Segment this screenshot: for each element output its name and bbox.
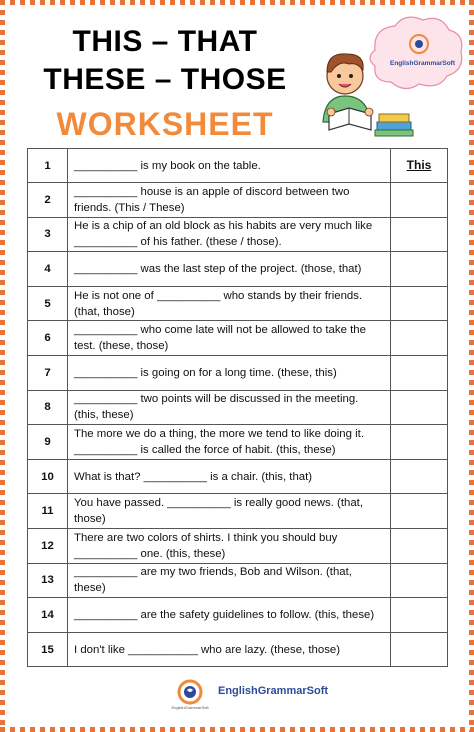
question-text: __________ who come late will not be allowed to take the test. (these, those) [68, 321, 391, 356]
table-row [28, 425, 448, 460]
answer-cell[interactable] [391, 355, 448, 390]
question-number: 1 [28, 149, 68, 183]
table-row [28, 217, 448, 252]
question-number: 12 [28, 528, 68, 563]
footer-logo-caption: EnglishGrammarSoft [171, 705, 209, 710]
table-row [28, 355, 448, 390]
table-row [28, 459, 448, 494]
table-row [28, 286, 448, 321]
question-number: 9 [28, 425, 68, 460]
question-text: You have passed. __________ is really good news. (that, those) [68, 494, 391, 529]
answer-cell[interactable] [391, 286, 448, 321]
table-row [28, 321, 448, 356]
table-row [28, 390, 448, 425]
cloud-brand-text: EnglishGrammarSoft [390, 60, 456, 67]
table-row [28, 149, 448, 183]
question-number: 2 [28, 183, 68, 218]
question-text: He is not one of __________ who stands by their friends. (that, those) [68, 286, 391, 321]
table-row [28, 598, 448, 633]
worksheet-rows [28, 149, 448, 667]
table-row [28, 528, 448, 563]
question-text: __________ is my book on the table. [68, 149, 391, 183]
question-number: 10 [28, 459, 68, 494]
question-text: The more we do a thing, the more we tend to like doing it. __________ is called the force of habit. (this, these) [68, 425, 391, 460]
answer-cell[interactable] [391, 217, 448, 252]
answer-cell[interactable] [391, 632, 448, 667]
brand-logo-icon [176, 678, 204, 706]
answer-cell[interactable] [391, 149, 448, 183]
table-row [28, 252, 448, 287]
question-number: 5 [28, 286, 68, 321]
answer-text: This [406, 158, 432, 172]
table-row [28, 183, 448, 218]
question-number: 8 [28, 390, 68, 425]
question-text: __________ are the safety guidelines to follow. (this, these) [68, 598, 391, 633]
question-text: __________ is going on for a long time. (these, this) [68, 355, 391, 390]
title-line-1: THIS – THAT [72, 25, 258, 58]
cloud-logo-icon [370, 17, 462, 88]
answer-cell[interactable] [391, 598, 448, 633]
answer-cell[interactable] [391, 390, 448, 425]
question-text: There are two colors of shirts. I think you should buy __________ one. (this, these) [68, 528, 391, 563]
question-text: __________ two points will be discussed in the meeting. (this, these) [68, 390, 391, 425]
worksheet-heading: WORKSHEET [56, 106, 274, 142]
answer-cell[interactable] [391, 494, 448, 529]
boy-reading-illustration [315, 10, 465, 140]
boy-figure-icon [323, 54, 373, 130]
question-text: __________ are my two friends, Bob and Wilson. (that, these) [68, 563, 391, 598]
title-line-2: THESE – THOSE [43, 63, 287, 96]
question-text: He is a chip of an old block as his habits are very much like __________ of his father. (these / those). [68, 217, 391, 252]
table-row [28, 563, 448, 598]
question-number: 11 [28, 494, 68, 529]
answer-cell[interactable] [391, 321, 448, 356]
answer-cell[interactable] [391, 563, 448, 598]
answer-cell[interactable] [391, 425, 448, 460]
question-number: 4 [28, 252, 68, 287]
table-row [28, 494, 448, 529]
question-number: 6 [28, 321, 68, 356]
question-number: 7 [28, 355, 68, 390]
answer-cell[interactable] [391, 459, 448, 494]
worksheet-table [27, 148, 448, 667]
question-number: 3 [28, 217, 68, 252]
answer-cell[interactable] [391, 252, 448, 287]
question-text: __________ house is an apple of discord between two friends. (This / These) [68, 183, 391, 218]
question-text: What is that? __________ is a chair. (this, that) [68, 459, 391, 494]
book-stack-icon [375, 114, 413, 136]
question-number: 15 [28, 632, 68, 667]
question-text: I don't like ___________ who are lazy. (these, those) [68, 632, 391, 667]
table-row [28, 632, 448, 667]
answer-cell[interactable] [391, 183, 448, 218]
answer-cell[interactable] [391, 528, 448, 563]
question-text: __________ was the last step of the project. (those, that) [68, 252, 391, 287]
question-number: 14 [28, 598, 68, 633]
question-number: 13 [28, 563, 68, 598]
footer-brand-name: EnglishGrammarSoft [218, 685, 329, 697]
